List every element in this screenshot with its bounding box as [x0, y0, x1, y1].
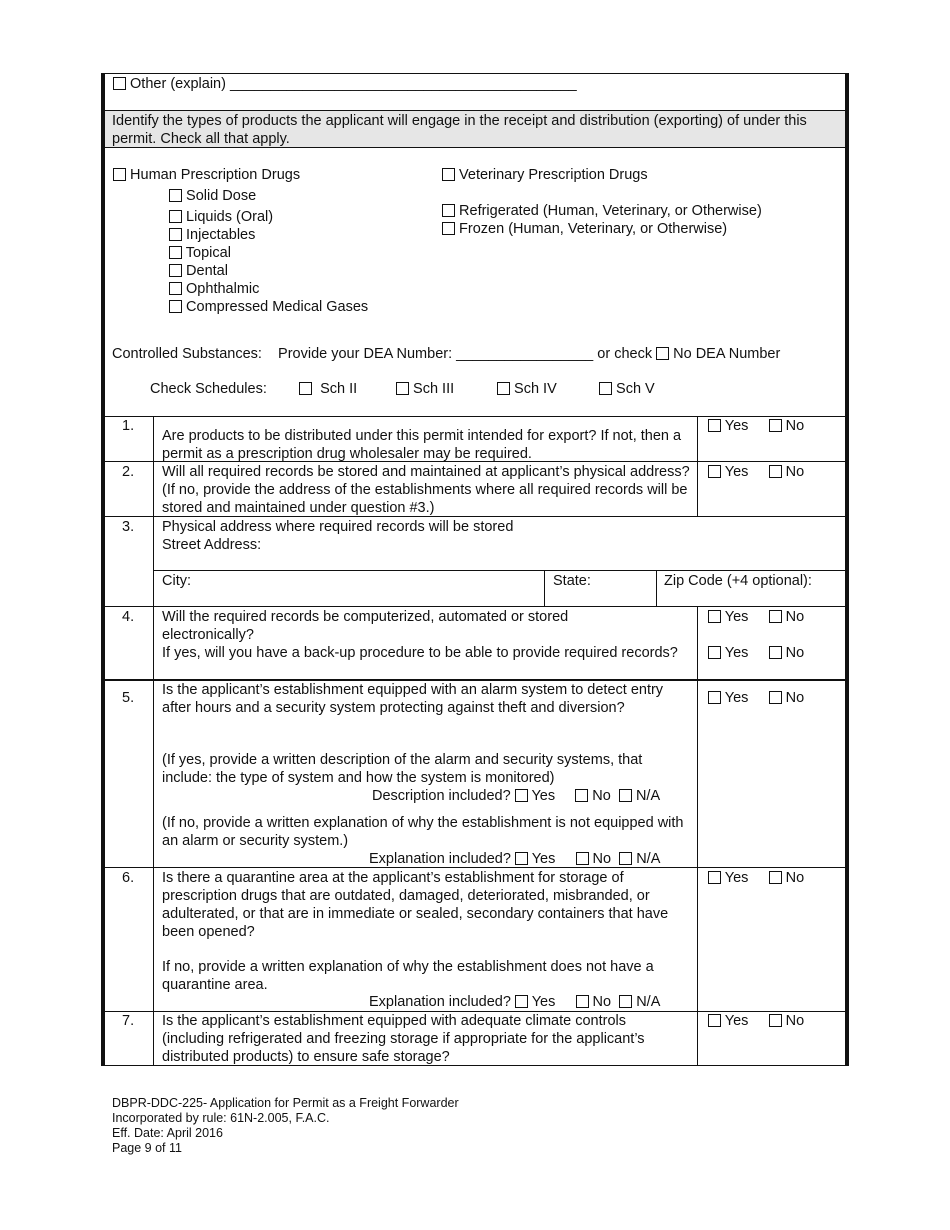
q5-desc-no-checkbox[interactable]: [575, 789, 588, 802]
schedule-option: Sch II: [299, 380, 357, 398]
q1-yes-checkbox[interactable]: [708, 419, 721, 432]
city-field[interactable]: City:: [162, 573, 191, 589]
q7-yes-no: Yes No: [708, 1012, 804, 1030]
vet-rx-checkbox[interactable]: [442, 168, 455, 181]
human-sub-item: Ophthalmic: [169, 280, 368, 298]
schedule-option: Sch III: [396, 380, 454, 398]
sub-checkbox[interactable]: [169, 189, 182, 202]
sch-iii-checkbox[interactable]: [396, 382, 409, 395]
human-rx-checkbox[interactable]: [113, 168, 126, 181]
q4a-no-checkbox[interactable]: [769, 610, 782, 623]
controlled-label: Controlled Substances:: [112, 346, 262, 362]
other-row: [113, 75, 577, 93]
frozen-checkbox[interactable]: [442, 222, 455, 235]
q5-no-checkbox[interactable]: [769, 691, 782, 704]
human-sub-item: Solid Dose: [169, 187, 368, 205]
other-explain-line[interactable]: ___________________________________________: [229, 76, 577, 92]
q2-number: 2.: [122, 464, 135, 480]
q6-expl-yes-checkbox[interactable]: [515, 995, 528, 1008]
q2-yes-no: Yes No: [708, 463, 804, 481]
sub-checkbox[interactable]: [169, 300, 182, 313]
sch-ii-checkbox[interactable]: [299, 382, 312, 395]
q4b-no-checkbox[interactable]: [769, 646, 782, 659]
q4a-yes-no: Yes No: [708, 608, 804, 626]
q2-text: Will all required records be stored and maintained at applicant’s physical address? (If no, provide the address of the establishments where all required records will be stored and maintained under question #3.): [162, 464, 690, 516]
sub-checkbox[interactable]: [169, 264, 182, 277]
q1-text: Are products to be distributed under this permit intended for export? If not, then a permit as a prescription drug wholesaler may be required.: [162, 428, 682, 462]
products-header: Identify the types of products the applicant will engage in the receipt and distribution (exporting) of under this permit. Check all that apply.: [112, 113, 807, 147]
q6-yes-no: Yes No: [708, 869, 804, 887]
vet-rx-option: Veterinary Prescription Drugs: [442, 166, 648, 184]
state-field[interactable]: State:: [553, 573, 591, 589]
other-label: Other (explain): [130, 76, 226, 92]
sub-checkbox[interactable]: [169, 246, 182, 259]
q5-yes-no: Yes No: [708, 689, 804, 707]
q4-number: 4.: [122, 609, 135, 625]
q7-text: Is the applicant’s establishment equipped with adequate climate controls (including refrigerated and freezing storage if appropriate for the applicant’s distributed products) to ensure safe storage?: [162, 1013, 645, 1065]
left-border: [101, 73, 105, 1066]
q6-text1: Is there a quarantine area at the applicant’s establishment for storage of prescription drugs that are outdated, damaged, deteriorated, misbranded, or adulterated, or that are in immediate or sealed, secondary containers that have been opened?: [162, 870, 669, 940]
q7-number: 7.: [122, 1013, 135, 1029]
human-sub-item: Injectables: [169, 226, 368, 244]
q6-text2: If no, provide a written explanation of why the establishment does not have a quarantine area.: [162, 959, 654, 993]
q6-expl-na-checkbox[interactable]: [619, 995, 632, 1008]
refrigerated-option: Refrigerated (Human, Veterinary, or Otherwise): [442, 202, 762, 220]
zip-field[interactable]: Zip Code (+4 optional):: [664, 573, 812, 589]
top-rule: [101, 73, 849, 74]
human-sub-item: Compressed Medical Gases: [169, 298, 368, 316]
q4-text1: Will the required records be computerized, automated or stored electronically?: [162, 609, 569, 643]
q2-no-checkbox[interactable]: [769, 465, 782, 478]
q3-title: Physical address where required records will be stored: [162, 519, 514, 535]
sch-v-checkbox[interactable]: [599, 382, 612, 395]
q5-expl-yes-checkbox[interactable]: [515, 852, 528, 865]
schedules-label: Check Schedules:: [150, 381, 267, 397]
q3-number: 3.: [122, 519, 135, 535]
q4b-yes-checkbox[interactable]: [708, 646, 721, 659]
human-rx-option: [113, 166, 300, 184]
human-sub-list: [169, 187, 368, 316]
schedule-option: Sch IV: [497, 380, 557, 398]
q5-description-row: Description included? Yes No N/A: [372, 788, 661, 804]
q5-desc-na-checkbox[interactable]: [619, 789, 632, 802]
q7-no-checkbox[interactable]: [769, 1014, 782, 1027]
footer-page-number: Page 9 of 11: [112, 1141, 182, 1155]
frozen-option: Frozen (Human, Veterinary, or Otherwise): [442, 220, 727, 238]
q1-yes-no: Yes No: [708, 417, 804, 435]
q5-text2: (If yes, provide a written description of the alarm and security systems, that include: the type of system and how the system is monitored): [162, 752, 643, 786]
sub-checkbox[interactable]: [169, 210, 182, 223]
q5-text1: Is the applicant’s establishment equipped with an alarm system to detect entry after hours and a security system protecting against theft and diversion?: [162, 682, 664, 716]
other-checkbox[interactable]: [113, 77, 126, 90]
street-address-field[interactable]: Street Address:: [162, 537, 262, 553]
right-border: [845, 73, 849, 1066]
q6-explanation-row: Explanation included? Yes No N/A: [369, 994, 661, 1010]
dea-prompt[interactable]: Provide your DEA Number: _________________ or check: [278, 346, 653, 362]
footer: [112, 1096, 459, 1156]
footer-eff-date: Eff. Date: April 2016: [112, 1126, 223, 1140]
q4-text2: If yes, will you have a back-up procedure to be able to provide required records?: [162, 645, 678, 661]
q7-yes-checkbox[interactable]: [708, 1014, 721, 1027]
footer-rule: Incorporated by rule: 61N-2.005, F.A.C.: [112, 1111, 330, 1125]
footer-form-title: DBPR-DDC-225- Application for Permit as a Freight Forwarder: [112, 1096, 459, 1110]
q5-yes-checkbox[interactable]: [708, 691, 721, 704]
refrigerated-checkbox[interactable]: [442, 204, 455, 217]
q5-desc-yes-checkbox[interactable]: [515, 789, 528, 802]
controlled-substances-row: Controlled Substances: Provide your DEA Number: _________________ or check No DEA Number: [112, 346, 781, 362]
q4a-yes-checkbox[interactable]: [708, 610, 721, 623]
q5-explanation-row: Explanation included? Yes No N/A: [369, 851, 661, 867]
q5-text3: (If no, provide a written explanation of why the establishment is not equipped with an alarm or security system.): [162, 815, 684, 849]
sub-checkbox[interactable]: [169, 282, 182, 295]
no-dea-checkbox[interactable]: [656, 347, 669, 360]
human-rx-label: Human Prescription Drugs: [130, 167, 301, 183]
sub-checkbox[interactable]: [169, 228, 182, 241]
q6-number: 6.: [122, 870, 135, 886]
q5-expl-na-checkbox[interactable]: [619, 852, 632, 865]
q5-expl-no-checkbox[interactable]: [576, 852, 589, 865]
schedule-option: Sch V: [599, 380, 655, 398]
q6-expl-no-checkbox[interactable]: [576, 995, 589, 1008]
q4b-yes-no: Yes No: [708, 644, 804, 662]
q2-yes-checkbox[interactable]: [708, 465, 721, 478]
q6-yes-checkbox[interactable]: [708, 871, 721, 884]
human-sub-item: Topical: [169, 244, 368, 262]
q1-no-checkbox[interactable]: [769, 419, 782, 432]
human-sub-item: Liquids (Oral): [169, 208, 368, 226]
q1-number: 1.: [122, 418, 135, 434]
sch-iv-checkbox[interactable]: [497, 382, 510, 395]
q5-number: 5.: [122, 690, 135, 706]
q6-no-checkbox[interactable]: [769, 871, 782, 884]
human-sub-item: Dental: [169, 262, 368, 280]
